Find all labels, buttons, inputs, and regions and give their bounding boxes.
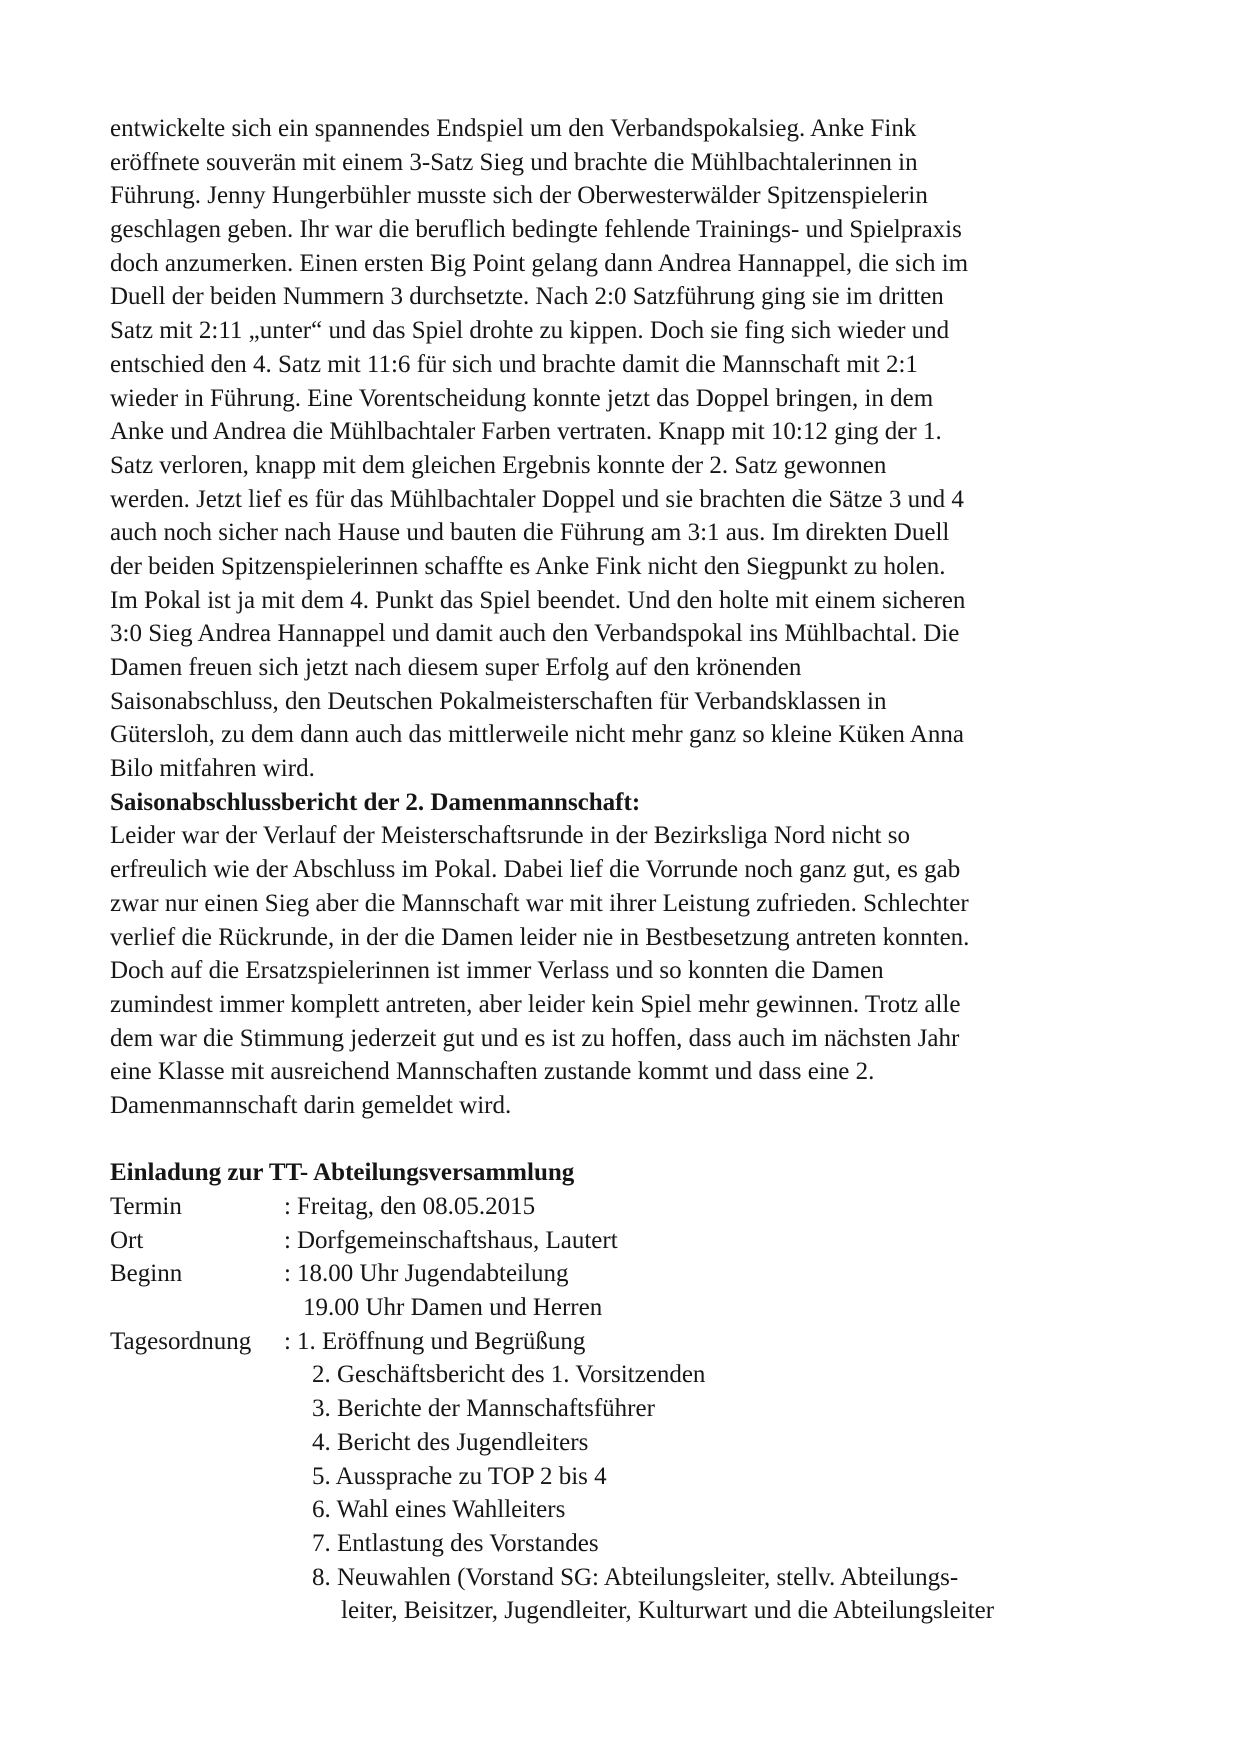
invitation-details	[110, 1190, 1190, 1291]
text-line: eine Klasse mit ausreichend Mannschaften zustande kommt und dass eine 2.	[110, 1058, 875, 1086]
text-line: Damen freuen sich jetzt nach diesem super Erfolg auf den krönenden	[110, 654, 802, 681]
detail-colon: :	[284, 1226, 291, 1254]
invitation-heading: Einladung zur TT- Abteilungsversammlung	[110, 1159, 575, 1187]
beginn-second-time-line: 19.00 Uhr Damen und Herren	[303, 1294, 603, 1322]
invitation-detail-row	[110, 1190, 1190, 1224]
text-line: entschied den 4. Satz mit 11:6 für sich und brachte damit die Mannschaft mit 2:1	[110, 350, 918, 378]
text-line: wieder in Führung. Eine Vorentscheidung konnte jetzt das Doppel bringen, in dem	[110, 384, 934, 412]
text-line: Satz mit 2:11 „unter“ und das Spiel drohte zu kippen. Doch sie fing sich wieder und	[110, 317, 950, 345]
damen2-paragraph	[110, 819, 1190, 1122]
agenda-item: 2. Geschäftsbericht des 1. Vorsitzenden	[312, 1361, 706, 1389]
text-line: Leider war der Verlauf der Meisterschaftsrunde in der Bezirksliga Nord nicht so	[110, 822, 910, 850]
text-line: Duell der beiden Nummern 3 durchsetzte. Nach 2:0 Satzführung ging sie im dritten	[110, 283, 944, 311]
text-line: Damenmannschaft darin gemeldet wird.	[110, 1091, 512, 1119]
text-line: Bilo mitfahren wird.	[110, 755, 315, 783]
detail-value: 18.00 Uhr Jugendabteilung	[296, 1260, 569, 1288]
agenda-item: 1. Eröffnung und Begrüßung	[296, 1327, 586, 1355]
detail-colon: :	[284, 1260, 291, 1288]
text-line: verlief die Rückrunde, in der die Damen leider nie in Bestbesetzung antreten konnten.	[110, 923, 970, 951]
detail-label: Ort	[110, 1226, 144, 1254]
invitation-detail-row	[110, 1257, 1190, 1291]
agenda-first-row	[110, 1325, 1190, 1359]
text-line: zwar nur einen Sieg aber die Mannschaft war mit ihrer Leistung zufrieden. Schlechter	[110, 889, 969, 917]
detail-label: Termin	[110, 1193, 182, 1220]
invitation-detail-row	[110, 1224, 1190, 1258]
agenda-item: 7. Entlastung des Vorstandes	[312, 1529, 599, 1557]
text-line: zumindest immer komplett antreten, aber leider kein Spiel mehr gewinnen. Trotz alle	[110, 990, 961, 1018]
damen2-section-heading: Saisonabschlussbericht der 2. Damenmannschaft:	[110, 788, 641, 816]
detail-label: Beginn	[110, 1260, 183, 1288]
text-line: Saisonabschluss, den Deutschen Pokalmeisterschaften für Verbandsklassen in	[110, 687, 887, 715]
agenda-item: 4. Bericht des Jugendleiters	[312, 1428, 589, 1456]
text-line: Führung. Jenny Hungerbühler musste sich der Oberwesterwälder Spitzenspielerin	[110, 182, 928, 210]
text-line: Satz verloren, knapp mit dem gleichen Ergebnis konnte der 2. Satz gewonnen	[110, 451, 887, 479]
text-line: erfreulich wie der Abschluss im Pokal. Dabei lief die Vorrunde noch ganz gut, es gab	[110, 856, 961, 884]
detail-value: Freitag, den 08.05.2015	[296, 1193, 536, 1220]
text-line: dem war die Stimmung jederzeit gut und es ist zu hoffen, dass auch im nächsten Jahr	[110, 1024, 960, 1052]
agenda-item: 8. Neuwahlen (Vorstand SG: Abteilungsleiter, stellv. Abteilungs-	[312, 1563, 959, 1591]
text-block	[110, 112, 1190, 1628]
agenda-item: 3. Berichte der Mannschaftsführer	[312, 1395, 655, 1423]
text-line: Anke und Andrea die Mühlbachtaler Farben vertraten. Knapp mit 10:12 ging der 1.	[110, 418, 942, 446]
pokal-report-paragraph	[110, 112, 1190, 786]
agenda-item: 5. Aussprache zu TOP 2 bis 4	[312, 1462, 607, 1490]
text-line: werden. Jetzt lief es für das Mühlbachtaler Doppel und sie brachten die Sätze 3 und 4	[110, 485, 964, 513]
text-line: Gütersloh, zu dem dann auch das mittlerweile nicht mehr ganz so kleine Küken Anna	[110, 721, 964, 749]
text-line: geschlagen geben. Ihr war die beruflich bedingte fehlende Trainings- und Spielpraxis	[110, 216, 962, 244]
text-line: auch noch sicher nach Hause und bauten die Führung am 3:1 aus. Im direkten Duell	[110, 519, 950, 547]
text-line: doch anzumerken. Einen ersten Big Point gelang dann Andrea Hannappel, die sich im	[110, 249, 969, 277]
agenda-items	[110, 1358, 1190, 1594]
agenda-item-continuation-line: leiter, Beisitzer, Jugendleiter, Kulturwart und die Abteilungsleiter	[341, 1597, 995, 1625]
blank-line	[110, 1123, 1190, 1157]
text-line: Doch auf die Ersatzspielerinnen ist immer Verlass und so konnten die Damen	[110, 957, 884, 985]
text-line: eröffnete souverän mit einem 3-Satz Sieg und brachte die Mühlbachtalerinnen in	[110, 148, 918, 176]
detail-value: Dorfgemeinschaftshaus, Lautert	[296, 1226, 618, 1254]
text-line: der beiden Spitzenspielerinnen schaffte es Anke Fink nicht den Siegpunkt zu holen.	[110, 552, 946, 580]
detail-colon: :	[284, 1193, 291, 1220]
text-line: entwickelte sich ein spannendes Endspiel um den Verbandspokalsieg. Anke Fink	[110, 115, 917, 142]
text-line: 3:0 Sieg Andrea Hannappel und damit auch den Verbandspokal ins Mühlbachtal. Die	[110, 620, 960, 648]
agenda-colon: :	[284, 1327, 291, 1355]
agenda-item: 6. Wahl eines Wahlleiters	[312, 1496, 566, 1524]
agenda-label: Tagesordnung	[110, 1327, 252, 1355]
text-line: Im Pokal ist ja mit dem 4. Punkt das Spiel beendet. Und den holte mit einem sicheren	[110, 586, 966, 614]
